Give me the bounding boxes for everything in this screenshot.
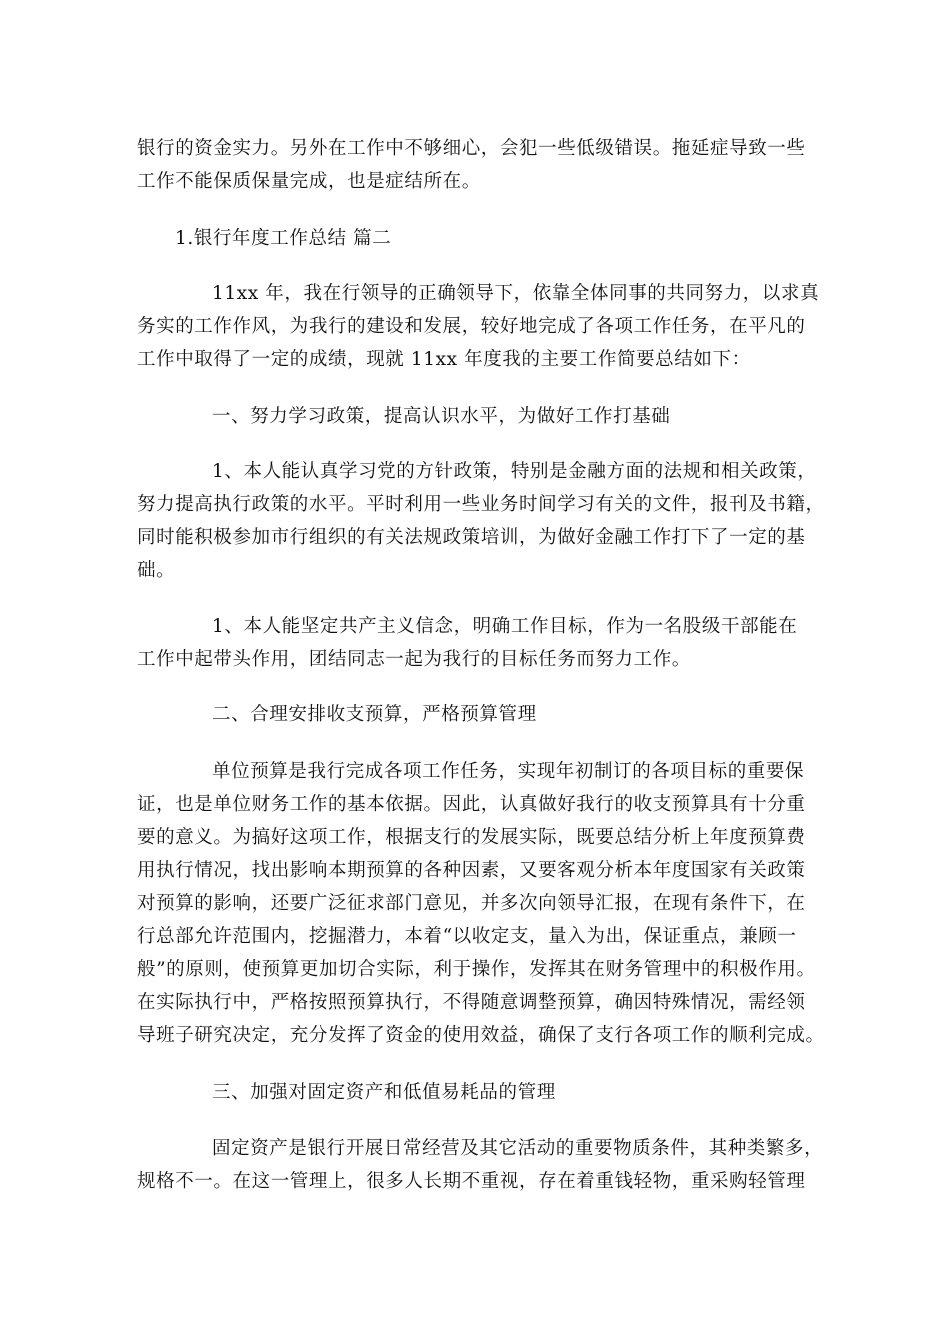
text-line: 行总部允许范围内，挖掘潜力，本着“以收定支，量入为出，保证重点，兼顾一 [137,926,797,947]
text-line: 工作中取得了一定的成绩，现就 11xx 年度我的主要工作简要总结如下： [137,349,751,370]
text-line: 银行的资金实力。另外在工作中不够细心，会犯一些低级错误。拖延症导致一些 [137,138,806,159]
text-line: 般”的原则，使预算更加切合实际，利于操作，发挥其在财务管理中的积极作用。 [137,959,816,980]
text-line: 在实际执行中，严格按照预算执行，不得随意调整预算，确因特殊情况，需经领 [137,992,806,1013]
text-line: 工作不能保质保量完成，也是症结所在。 [137,171,481,192]
text-line: 用执行情况，找出影响本期预算的各种因素，又要客观分析本年度国家有关政策 [137,860,806,881]
text-line: 础。 [137,560,176,581]
section-heading: 二、合理安排收支预算，严格预算管理 [212,704,537,725]
section-heading: 一、努力学习政策，提高认识水平，为做好工作打基础 [212,406,671,427]
text-line: 固定资产是银行开展日常经营及其它活动的重要物质条件，其种类繁多， [212,1138,824,1159]
text-line: 1、本人能坚定共产主义信念，明确工作目标，作为一名股级干部能在 [212,616,798,637]
text-line: 规格不一。在这一管理上，很多人长期不重视，存在着重钱轻物，重采购轻管理 [137,1171,806,1192]
text-line: 11xx 年，我在行领导的正确领导下，依靠全体同事的共同努力，以求真 [212,283,820,304]
text-line: 工作中起带头作用，团结同志一起为我行的目标任务而努力工作。 [137,649,691,670]
text-line: 同时能积极参加市行组织的有关法规政策培训，为做好金融工作打下了一定的基 [137,527,806,548]
text-line: 努力提高执行政策的水平。平时利用一些业务时间学习有关的文件，报刊及书籍， [137,494,825,515]
section-heading: 1.银行年度工作总结 篇二 [175,228,392,249]
text-line: 要的意义。为搞好这项工作，根据支行的发展实际，既要总结分析上年度预算费 [137,827,806,848]
text-line: 导班子研究决定，充分发挥了资金的使用效益，确保了支行各项工作的顺利完成。 [137,1025,825,1046]
text-line: 务实的工作作风，为我行的建设和发展，较好地完成了各项工作任务，在平凡的 [137,316,806,337]
section-heading: 三、加强对固定资产和低值易耗品的管理 [212,1082,556,1103]
text-line: 1、本人能认真学习党的方针政策，特别是金融方面的法规和相关政策， [212,461,817,482]
text-line: 证，也是单位财务工作的基本依据。因此，认真做好我行的收支预算具有十分重 [137,794,806,815]
text-line: 对预算的影响，还要广泛征求部门意见，并多次向领导汇报，在现有条件下，在 [137,893,806,914]
text-line: 单位预算是我行完成各项工作任务，实现年初制订的各项目标的重要保 [212,761,805,782]
